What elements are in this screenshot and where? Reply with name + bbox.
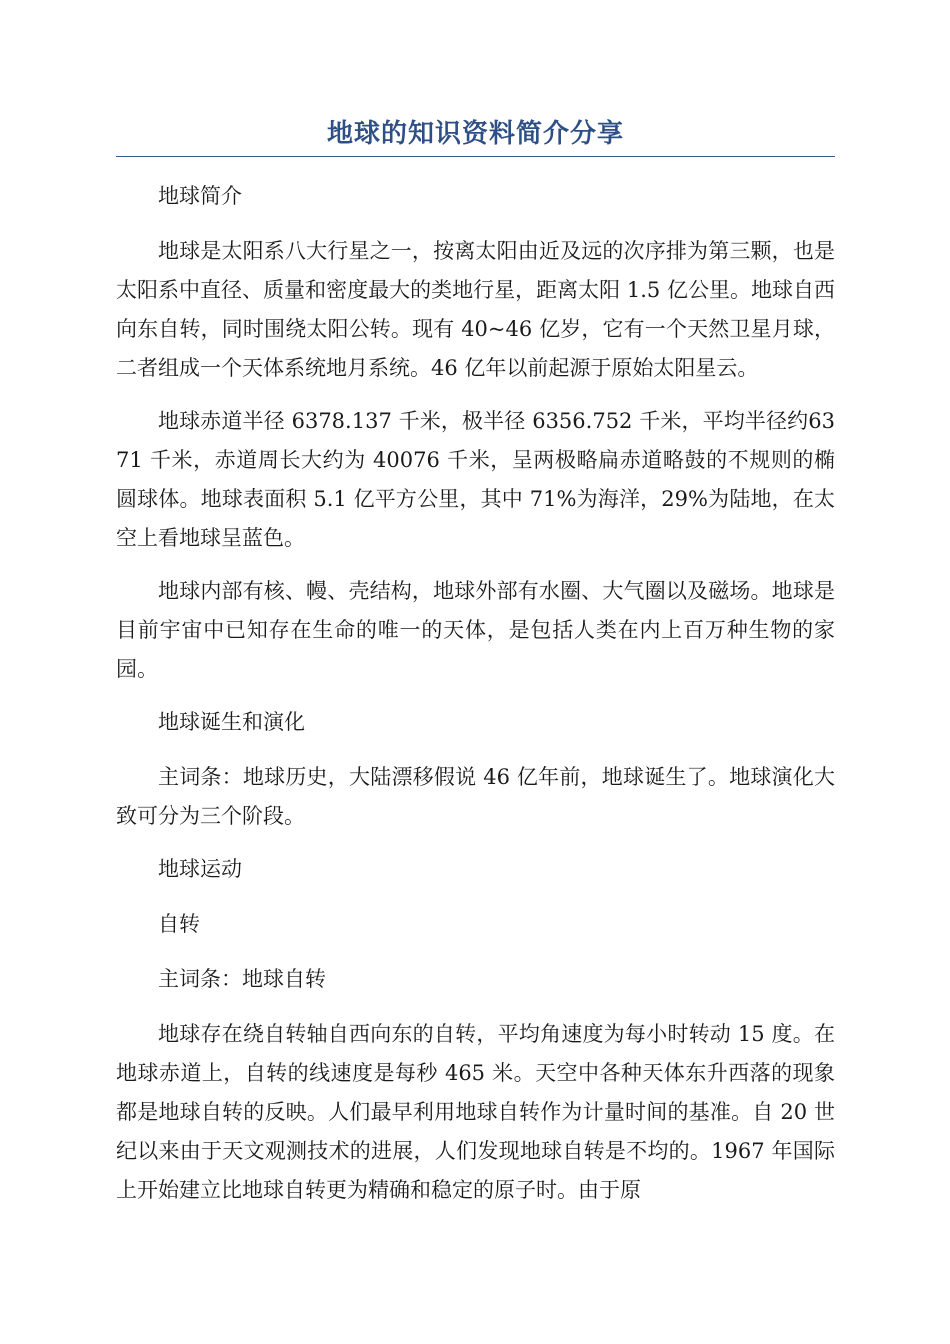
title-underline <box>116 156 835 157</box>
section-heading-intro: 地球简介 <box>158 184 242 208</box>
paragraph-intro: 地球是太阳系八大行星之一，按离太阳由近及远的次序排为第三颗，也是太阳系中直径、质量和密度最大的类地行星，距离太阳 1.5 亿公里。地球自西向东自转，同时围绕太阳公转。现有 40~46 亿岁，它有一个天然卫星月球，二者组成一个天体系统地月系统。46 亿年以前起源于原始太阳星云。 <box>116 239 835 380</box>
page-title: 地球的知识资料简介分享 <box>326 119 624 149</box>
paragraph-structure: 地球内部有核、幔、壳结构，地球外部有水圈、大气圈以及磁场。地球是目前宇宙中已知存在生命的唯一的天体，是包括人类在内上百万种生物的家园。 <box>116 579 835 681</box>
section-heading-motion: 地球运动 <box>158 857 242 881</box>
paragraph-rotation: 地球存在绕自转轴自西向东的自转，平均角速度为每小时转动 15 度。在地球赤道上，自转的线速度是每秒 465 米。天空中各种天体东升西落的现象都是地球自转的反映。人们最早利用地球自转作为计量时间的基准。自 20 世纪以来由于天文观测技术的进展，人们发现地球自转是不均的。1967 年国际上开始建立比地球自转更为精确和稳定的原子时。由于原 <box>116 1022 835 1202</box>
subsection-heading-rotation: 自转 <box>158 912 200 936</box>
paragraph-origin: 主词条：地球历史，大陆漂移假说 46 亿年前，地球诞生了。地球演化大致可分为三个阶段。 <box>116 765 835 828</box>
section-heading-origin: 地球诞生和演化 <box>158 710 305 734</box>
main-entry-rotation: 主词条：地球自转 <box>158 967 326 991</box>
document-page <box>116 112 835 1224</box>
paragraph-dimensions: 地球赤道半径 6378.137 千米，极半径 6356.752 千米，平均半径约6371 千米，赤道周长大约为 40076 千米，呈两极略扁赤道略鼓的不规则的椭圆球体。地球表面积 5.1 亿平方公里，其中 71%为海洋，29%为陆地，在太空上看地球呈蓝色。 <box>116 409 835 550</box>
